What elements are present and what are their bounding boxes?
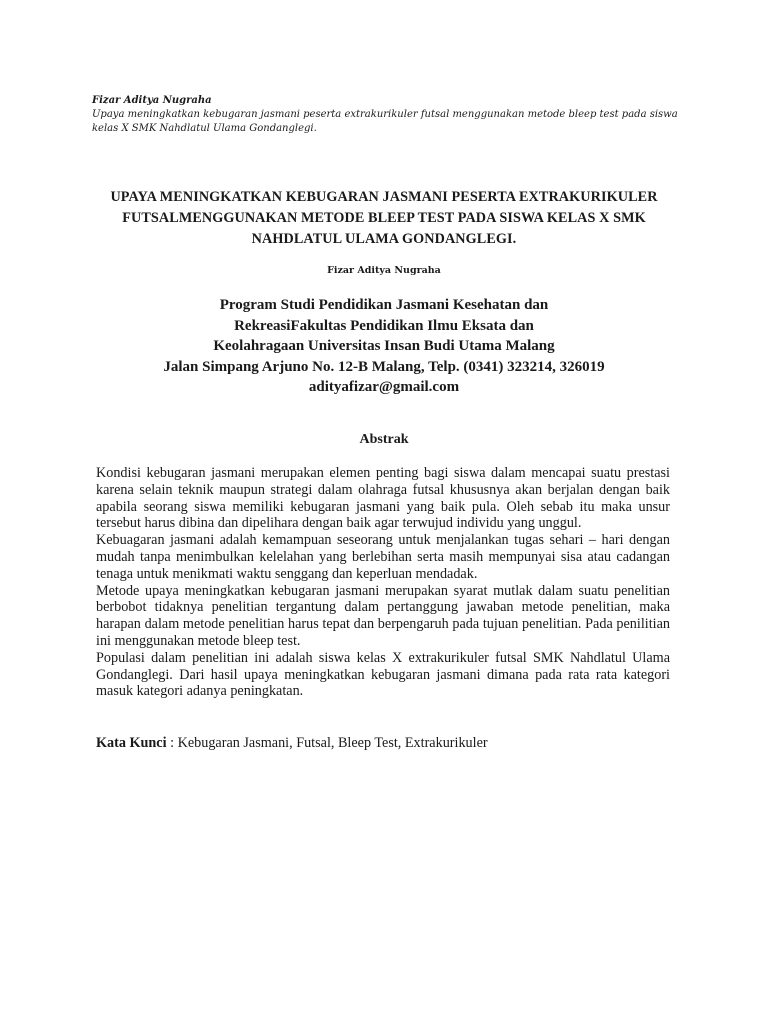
- abstract-paragraph: Populasi dalam penelitian ini adalah siswa kelas X extrakurikuler futsal SMK Nahdlatul Ulama Gondanglegi. Dari hasil upaya meningkatkan kebugaran jasmani dimana pada rata rata kategori masuk kategori adanya peningkatan.: [96, 649, 670, 700]
- abstract-body: [96, 465, 670, 700]
- paper-title: [96, 187, 672, 250]
- keywords-value: Kebugaran Jasmani, Futsal, Bleep Test, Extrakurikuler: [177, 735, 488, 751]
- keywords: [96, 735, 672, 752]
- running-head-author: Fizar Aditya Nugraha: [92, 95, 212, 106]
- running-head-subtitle: Upaya meningkatkan kebugaran jasmani peserta extrakurikuler futsal menggunakan metode bleep test pada siswa kelas X SMK Nahdlatul Ulama Gondanglegi.: [92, 109, 678, 134]
- abstract-paragraph: Metode upaya meningkatkan kebugaran jasmani merupakan syarat mutlak dalam suatu penelitian berbobot tidaknya penelitian tergantung dalam pertanggung jawaban metode penelitian, maka harapan dalam metode penelitian harus tepat dan berpengaruh pada tujuan penelitian. Pada penilitian ini menggunakan metode bleep test.: [96, 582, 670, 649]
- keywords-separator: :: [166, 735, 178, 751]
- author-byline: Fizar Aditya Nugraha: [327, 265, 441, 276]
- title-line: NAHDLATUL ULAMA GONDANGLEGI.: [251, 231, 517, 247]
- abstract-paragraph: Kondisi kebugaran jasmani merupakan elemen penting bagi siswa dalam mencapai suatu prestasi karena selain teknik maupun strategi dalam olahraga futsal khususnya akan berjalan dengan baik apabila seorang siswa memiliki kebugaran jasmani yang baik pula. Oleh sebab itu maka unsur tersebut harus dibina dan dipelihara dengan baik agar terwujud individu yang unggul.: [96, 465, 670, 532]
- affiliation-line: RekreasiFakultas Pendidikan Ilmu Eksata dan: [234, 317, 534, 334]
- title-line: FUTSALMENGGUNAKAN METODE BLEEP TEST PADA SISWA KELAS X SMK: [122, 210, 646, 226]
- affiliation-line: Jalan Simpang Arjuno No. 12-B Malang, Telp. (0341) 323214, 326019: [163, 358, 605, 375]
- title-line: UPAYA MENINGKATKAN KEBUGARAN JASMANI PESERTA EXTRAKURIKULER: [110, 189, 658, 205]
- affiliation-line: Keolahragaan Universitas Insan Budi Utama Malang: [213, 338, 555, 354]
- abstract-heading: Abstrak: [359, 432, 409, 447]
- abstract-paragraph: Kebuagaran jasmani adalah kemampuan seseorang untuk menjalankan tugas sehari – hari dengan mudah tanpa menimbulkan kelelahan yang berlebihan serta masih mempunyai sisa atau cadangan tenaga untuk menikmati waktu senggang dan keperluan mendadak.: [96, 532, 670, 582]
- author-affiliation: [96, 295, 672, 398]
- author-email: adityafizar@gmail.com: [308, 379, 460, 395]
- running-head: [92, 94, 682, 136]
- keywords-label: Kata Kunci: [96, 735, 167, 751]
- affiliation-line: Program Studi Pendidikan Jasmani Kesehatan dan: [219, 297, 549, 313]
